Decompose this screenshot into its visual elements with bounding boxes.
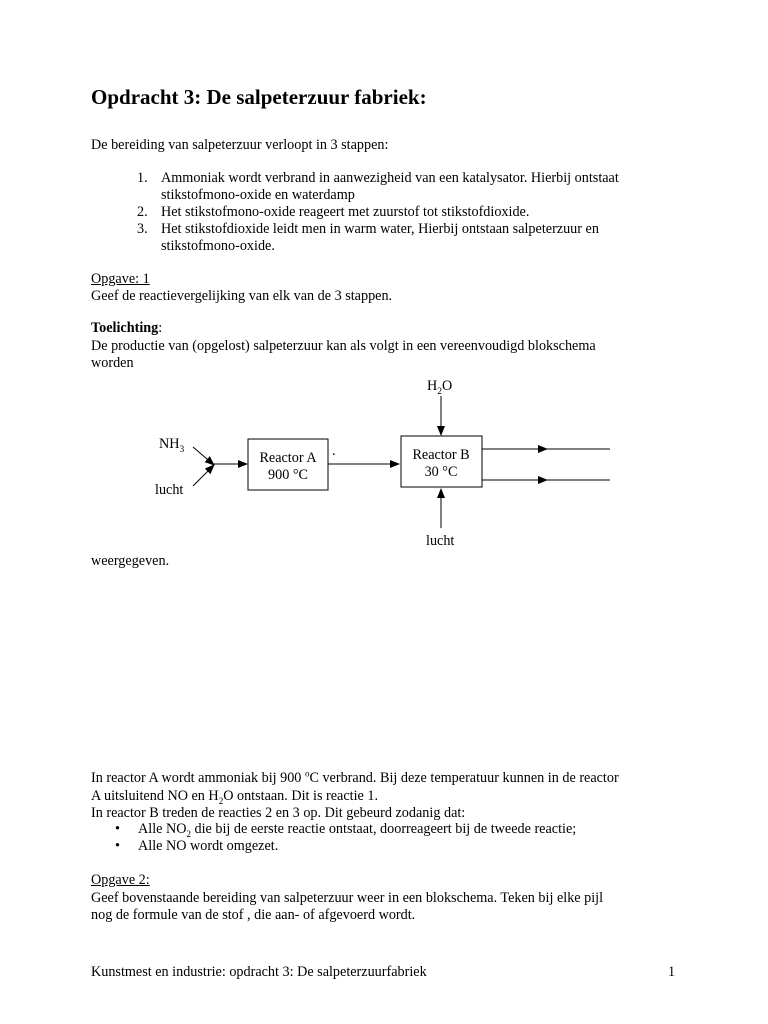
lucht-left-arrow <box>193 465 214 486</box>
toelichting-line: worden <box>91 355 134 371</box>
list-item-text: die bij de eerste reactie ontstaat, doorreageert bij de tweede reactie; <box>190 821 577 837</box>
list-item-text: Het stikstofmono-oxide reageert met zuurstof tot stikstofdioxide. <box>161 204 530 220</box>
output-arrowhead-top <box>538 445 548 453</box>
opgave1-heading: Opgave: 1 <box>91 271 150 287</box>
reactions-line <box>91 788 378 805</box>
reactions-line <box>91 770 619 787</box>
list-item-text: stikstofmono-oxide en waterdamp <box>161 187 355 203</box>
list-number: 2. <box>137 204 148 220</box>
opgave1-text: Geef de reactievergelijking van elk van de 3 stappen. <box>91 288 393 304</box>
degree-superscript: o <box>304 768 310 779</box>
toelichting-line: De productie van (opgelost) salpeterzuur kan als volgt in een vereenvoudigd blokschema <box>91 338 596 354</box>
reactions-text: C verbrand. Bij deze temperatuur kunnen in de reactor <box>309 770 619 786</box>
bullet-icon: • <box>115 821 120 837</box>
toelichting-colon: : <box>158 320 163 336</box>
toelichting-after: weergegeven. <box>91 553 170 569</box>
footer-text: Kunstmest en industrie: opdracht 3: De salpeterzuurfabriek <box>91 964 427 980</box>
list-item <box>113 838 576 855</box>
reactor-b-temp: 30 °C <box>424 464 458 480</box>
list-item <box>113 821 576 838</box>
subscript: 2 <box>218 795 224 806</box>
stray-dot: . <box>332 443 336 459</box>
list-number: 3. <box>137 221 148 237</box>
lucht-left-label: lucht <box>155 482 184 498</box>
lucht-bottom-label: lucht <box>426 533 455 549</box>
reactor-b-name: Reactor B <box>412 447 470 463</box>
subscript: 2 <box>186 828 191 839</box>
reactions-line: In reactor B treden de reacties 2 en 3 op. Dit gebeurd zodanig dat: <box>91 805 466 821</box>
reactor-a-name: Reactor A <box>259 450 317 466</box>
bullet-icon: • <box>115 838 120 854</box>
nh3-arrow <box>193 447 214 465</box>
toelichting-label: Toelichting <box>91 320 159 336</box>
list-item-text: Ammoniak wordt verbrand in aanwezigheid van een katalysator. Hierbij ontstaat <box>161 170 619 186</box>
list-item-text: stikstofmono-oxide. <box>161 238 275 254</box>
h2o-label: $H_2O$ <box>427 378 453 397</box>
reactions-text: A uitsluitend NO en H <box>91 788 219 804</box>
output-arrowhead-bottom <box>538 476 548 484</box>
list-item-text: Alle NO <box>138 821 187 837</box>
reactions-text: O ontstaan. Dit is reactie 1. <box>223 788 379 804</box>
reactor-a-temp: 900 °C <box>268 467 308 483</box>
list-item-text: Alle NO wordt omgezet. <box>138 838 279 854</box>
reactions-text: In reactor A wordt ammoniak bij 900 <box>91 770 305 786</box>
list-number: 1. <box>137 170 148 186</box>
opgave2-line: nog de formule van de stof , die aan- of afgevoerd wordt. <box>91 907 416 923</box>
intro-text: De bereiding van salpeterzuur verloopt in 3 stappen: <box>91 137 389 153</box>
list-item-text: Het stikstofdioxide leidt men in warm water, Hierbij ontstaan salpeterzuur en <box>161 221 599 237</box>
opgave2-line: Geef bovenstaande bereiding van salpeterzuur weer in een blokschema. Teken bij elke pijl <box>91 890 604 906</box>
page-title: Opdracht 3: De salpeterzuur fabriek: <box>91 85 427 109</box>
page-number: 1 <box>668 964 676 980</box>
nh3-label: $NH_3$ <box>159 436 185 455</box>
opgave2-heading: Opgave 2: <box>91 872 150 888</box>
conditions-list <box>113 821 576 855</box>
